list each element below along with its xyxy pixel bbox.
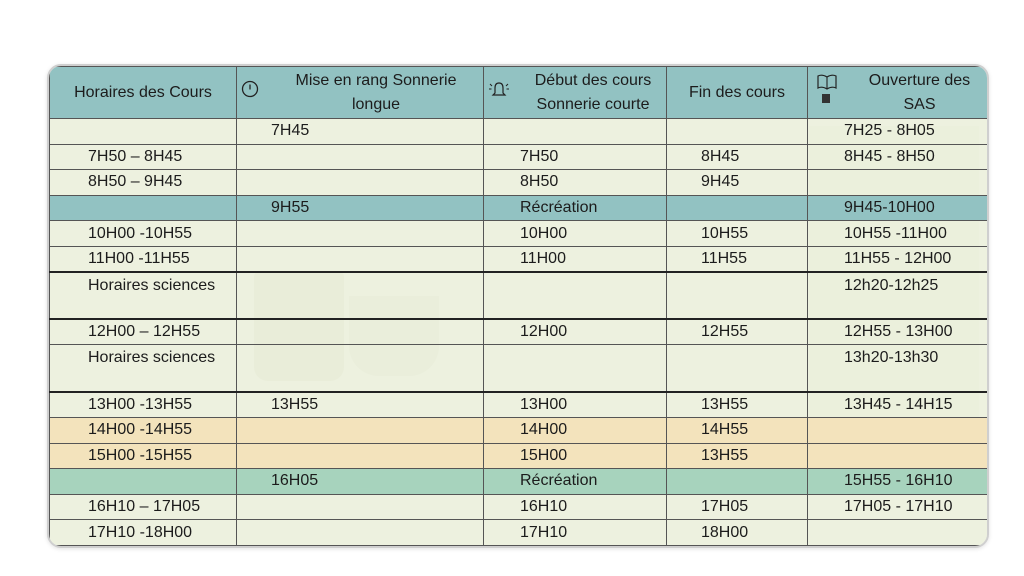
cell-debut: 10H00 xyxy=(484,221,667,247)
cell-rang xyxy=(237,443,484,469)
cell-rang xyxy=(237,170,484,196)
table-row xyxy=(50,272,990,319)
cell-cours: 17H10 -18H00 xyxy=(50,520,237,546)
table-row xyxy=(50,144,990,170)
cell-fin: 12H55 xyxy=(667,319,808,345)
cell-rang xyxy=(237,417,484,443)
cell-debut: 16H10 xyxy=(484,494,667,520)
cell-debut: 17H10 xyxy=(484,520,667,546)
cell-cours: 8H50 – 9H45 xyxy=(50,170,237,196)
table-row xyxy=(50,494,990,520)
cell-debut: 15H00 xyxy=(484,443,667,469)
cell-debut xyxy=(484,345,667,392)
cell-cours: 11H00 -11H55 xyxy=(50,246,237,272)
header-row xyxy=(50,67,990,119)
cell-fin: 13H55 xyxy=(667,392,808,418)
cell-debut: 14H00 xyxy=(484,417,667,443)
cell-cours: 16H10 – 17H05 xyxy=(50,494,237,520)
cell-cours xyxy=(50,119,237,145)
table-row xyxy=(50,170,990,196)
cell-debut: 13H00 xyxy=(484,392,667,418)
cell-rang xyxy=(237,494,484,520)
cell-sas: 10H55 -11H00 xyxy=(808,221,990,247)
cell-cours xyxy=(50,195,237,221)
cell-rang: 9H55 xyxy=(237,195,484,221)
cell-fin: 14H55 xyxy=(667,417,808,443)
cell-sas xyxy=(808,417,990,443)
cell-fin: 18H00 xyxy=(667,520,808,546)
cell-fin: 10H55 xyxy=(667,221,808,247)
book-icon xyxy=(816,72,838,114)
table-row xyxy=(50,417,990,443)
schedule-table xyxy=(49,66,989,546)
header-mise-en-rang: Mise en rang Sonnerie longue xyxy=(237,67,484,119)
cell-sas: 11H55 - 12H00 xyxy=(808,246,990,272)
bell-icon xyxy=(488,79,510,107)
header-sas: Ouverture des SAS xyxy=(808,67,990,119)
cell-sas: 9H45-10H00 xyxy=(808,195,990,221)
header-fin: Fin des cours xyxy=(667,67,808,119)
cell-sas xyxy=(808,170,990,196)
cell-fin xyxy=(667,469,808,495)
cell-fin: 8H45 xyxy=(667,144,808,170)
cell-cours xyxy=(50,469,237,495)
cell-cours: 13H00 -13H55 xyxy=(50,392,237,418)
cell-sas xyxy=(808,443,990,469)
table-row xyxy=(50,392,990,418)
cell-sas: 7H25 - 8H05 xyxy=(808,119,990,145)
cell-fin xyxy=(667,119,808,145)
cell-cours: 14H00 -14H55 xyxy=(50,417,237,443)
cell-sas: 13H45 - 14H15 xyxy=(808,392,990,418)
cell-debut: 8H50 xyxy=(484,170,667,196)
cell-rang: 16H05 xyxy=(237,469,484,495)
table-row xyxy=(50,246,990,272)
cell-fin: 13H55 xyxy=(667,443,808,469)
cell-rang xyxy=(237,221,484,247)
cell-cours: 7H50 – 8H45 xyxy=(50,144,237,170)
cell-rang xyxy=(237,520,484,546)
header-horaires: Horaires des Cours xyxy=(50,67,237,119)
cell-fin: 11H55 xyxy=(667,246,808,272)
cell-cours: 12H00 – 12H55 xyxy=(50,319,237,345)
cell-debut: 11H00 xyxy=(484,246,667,272)
cell-fin xyxy=(667,195,808,221)
header-debut: Début des cours Sonnerie courte xyxy=(484,67,667,119)
cell-debut xyxy=(484,119,667,145)
table-row xyxy=(50,319,990,345)
cell-fin: 9H45 xyxy=(667,170,808,196)
cell-sas: 15H55 - 16H10 xyxy=(808,469,990,495)
cell-rang: 7H45 xyxy=(237,119,484,145)
cell-sas: 13h20-13h30 xyxy=(808,345,990,392)
table-row xyxy=(50,443,990,469)
cell-debut: Récréation xyxy=(484,469,667,495)
clock-icon xyxy=(241,80,259,106)
cell-cours: Horaires sciences xyxy=(50,345,237,392)
cell-rang: 13H55 xyxy=(237,392,484,418)
cell-rang xyxy=(237,345,484,392)
cell-rang xyxy=(237,246,484,272)
cell-sas: 17H05 - 17H10 xyxy=(808,494,990,520)
cell-debut xyxy=(484,272,667,319)
cell-fin xyxy=(667,345,808,392)
cell-debut: 12H00 xyxy=(484,319,667,345)
cell-fin xyxy=(667,272,808,319)
cell-cours: 10H00 -10H55 xyxy=(50,221,237,247)
cell-rang xyxy=(237,272,484,319)
table-row xyxy=(50,520,990,546)
schedule-body xyxy=(50,119,990,546)
table-row xyxy=(50,221,990,247)
cell-rang xyxy=(237,144,484,170)
table-row xyxy=(50,119,990,145)
cell-sas: 8H45 - 8H50 xyxy=(808,144,990,170)
cell-cours: 15H00 -15H55 xyxy=(50,443,237,469)
recreation-row xyxy=(50,469,990,495)
cell-cours: Horaires sciences xyxy=(50,272,237,319)
cell-debut: Récréation xyxy=(484,195,667,221)
cell-fin: 17H05 xyxy=(667,494,808,520)
cell-rang xyxy=(237,319,484,345)
cell-debut: 7H50 xyxy=(484,144,667,170)
cell-sas xyxy=(808,520,990,546)
recreation-row xyxy=(50,195,990,221)
table-row xyxy=(50,345,990,392)
cell-sas: 12H55 - 13H00 xyxy=(808,319,990,345)
schedule-card xyxy=(47,64,989,548)
cell-sas: 12h20-12h25 xyxy=(808,272,990,319)
